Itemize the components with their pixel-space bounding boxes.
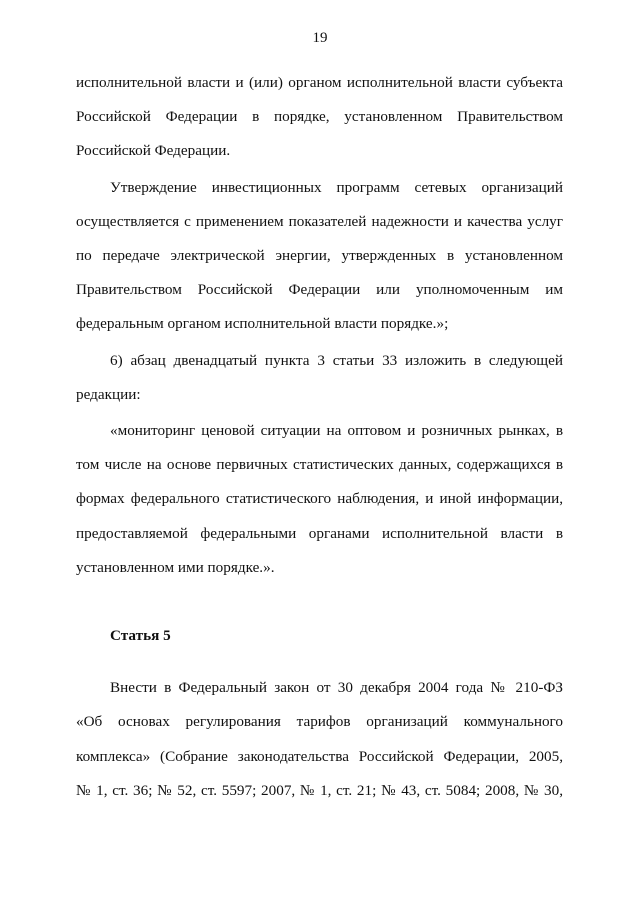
text-line: установленном ими порядке.». (76, 558, 275, 576)
text-line: формах федерального статистического наблюдения, и иной информации, (76, 490, 563, 508)
text-line: том числе на основе первичных статистических данных, содержащихся в (76, 456, 563, 474)
text-line: 6) абзац двенадцатый пункта 3 статьи 33 изложить в следующей (110, 351, 563, 369)
text-line: «Об основах регулирования тарифов организаций коммунального (76, 713, 563, 731)
text-line: исполнительной власти и (или) органом исполнительной власти субъекта (76, 74, 563, 91)
paragraph-item-6 (76, 344, 563, 412)
text-line: редакции: (76, 385, 141, 403)
text-line: № 1, ст. 36; № 52, ст. 5597; 2007, № 1, ст. 21; № 43, ст. 5084; 2008, № 30, (76, 781, 563, 799)
paragraph-investment-programs (76, 171, 563, 342)
text-line: осуществляется с применением показателей надежности и качества услуг (76, 212, 563, 230)
text-line: предоставляемой федеральными органами исполнительной власти в (76, 524, 563, 542)
page-number: 19 (312, 30, 328, 46)
paragraph-monitoring (76, 414, 563, 585)
text-line: Правительством Российской Федерации или уполномоченным им (76, 281, 563, 299)
text-line: Внести в Федеральный закон от 30 декабря 2004 года № 210-ФЗ (110, 679, 563, 697)
text-line: комплекса» (Собрание законодательства Российской Федерации, 2005, (76, 747, 563, 765)
document-body (76, 66, 563, 808)
text-line: Российской Федерации в порядке, установленном Правительством (76, 108, 563, 126)
text-line: федеральным органом исполнительной власти порядке.»; (76, 315, 449, 333)
text-line: «мониторинг ценовой ситуации на оптовом и розничных рынках, в (110, 422, 563, 440)
paragraph-article-5 (76, 671, 563, 808)
text-line: по передаче электрической энергии, утвержденных в установленном (76, 247, 563, 265)
article-heading: Статья 5 (110, 627, 171, 645)
text-line: Утверждение инвестиционных программ сетевых организаций (110, 178, 563, 196)
text-line: Российской Федерации. (76, 142, 231, 160)
paragraph-continuation (76, 66, 563, 169)
